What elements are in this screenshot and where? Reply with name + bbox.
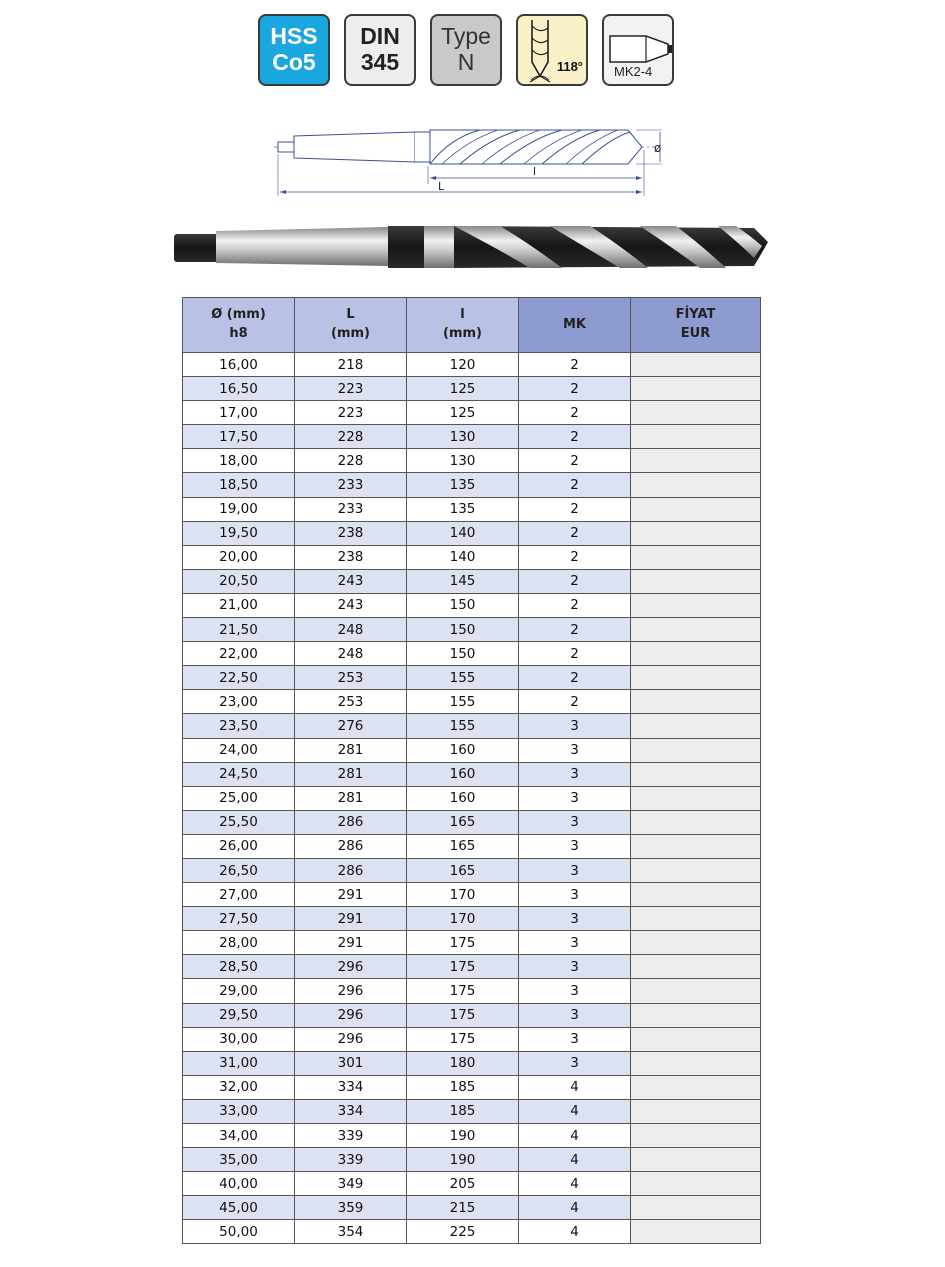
cell-morse-taper: 2 (519, 497, 631, 521)
table-row (183, 569, 761, 593)
table-row (183, 473, 761, 497)
table-row (183, 907, 761, 931)
cell-total-length: 359 (295, 1196, 407, 1220)
cell-diameter: 21,50 (183, 618, 295, 642)
cell-total-length: 334 (295, 1075, 407, 1099)
cell-flute-length: 175 (407, 931, 519, 955)
cell-morse-taper: 3 (519, 786, 631, 810)
cell-price (631, 425, 761, 449)
cell-flute-length: 130 (407, 425, 519, 449)
table-row (183, 497, 761, 521)
cell-diameter: 23,00 (183, 690, 295, 714)
header-morse-taper-label: MK (562, 316, 586, 332)
cell-total-length: 228 (295, 449, 407, 473)
header-price-line1: FİYAT (675, 307, 716, 323)
cell-flute-length: 170 (407, 907, 519, 931)
cell-total-length: 286 (295, 834, 407, 858)
flute-length-label: l (533, 165, 537, 178)
header-flute-length (407, 298, 519, 353)
cell-total-length: 296 (295, 979, 407, 1003)
cell-diameter: 34,00 (183, 1124, 295, 1148)
table-row (183, 1003, 761, 1027)
cell-price (631, 931, 761, 955)
cell-flute-length: 205 (407, 1172, 519, 1196)
cell-price (631, 1148, 761, 1172)
cell-diameter: 35,00 (183, 1148, 295, 1172)
table-row (183, 666, 761, 690)
header-morse-taper (519, 298, 631, 353)
cell-flute-length: 185 (407, 1099, 519, 1123)
table-row (183, 1220, 761, 1244)
cell-morse-taper: 3 (519, 858, 631, 882)
cell-morse-taper: 4 (519, 1196, 631, 1220)
cell-price (631, 449, 761, 473)
cell-price (631, 762, 761, 786)
cell-diameter: 18,00 (183, 449, 295, 473)
cell-flute-length: 155 (407, 714, 519, 738)
shank-badge (602, 14, 674, 86)
table-row (183, 1148, 761, 1172)
table-header-row (183, 298, 761, 353)
cell-total-length: 349 (295, 1172, 407, 1196)
cell-flute-length: 225 (407, 1220, 519, 1244)
cell-price (631, 786, 761, 810)
cell-total-length: 248 (295, 642, 407, 666)
table-row (183, 1196, 761, 1220)
header-diameter-line1: Ø (mm) (211, 307, 266, 323)
cell-total-length: 243 (295, 569, 407, 593)
cell-morse-taper: 3 (519, 834, 631, 858)
cell-flute-length: 120 (407, 353, 519, 377)
cell-diameter: 40,00 (183, 1172, 295, 1196)
cell-diameter: 50,00 (183, 1220, 295, 1244)
table-row (183, 1051, 761, 1075)
cell-total-length: 334 (295, 1099, 407, 1123)
cell-diameter: 25,50 (183, 810, 295, 834)
cell-flute-length: 185 (407, 1075, 519, 1099)
cell-total-length: 291 (295, 907, 407, 931)
cell-flute-length: 160 (407, 762, 519, 786)
cell-flute-length: 140 (407, 521, 519, 545)
cell-morse-taper: 4 (519, 1220, 631, 1244)
cell-morse-taper: 3 (519, 931, 631, 955)
cell-morse-taper: 3 (519, 1051, 631, 1075)
table-row (183, 738, 761, 762)
cell-morse-taper: 3 (519, 738, 631, 762)
table-row (183, 1172, 761, 1196)
header-total-length (295, 298, 407, 353)
diameter-label: ø (654, 141, 662, 155)
cell-price (631, 858, 761, 882)
cell-price (631, 593, 761, 617)
cell-price (631, 1220, 761, 1244)
cell-price (631, 666, 761, 690)
cell-price (631, 401, 761, 425)
cell-total-length: 228 (295, 425, 407, 449)
header-total-length-line1: L (346, 307, 355, 323)
cell-diameter: 28,50 (183, 955, 295, 979)
cell-flute-length: 170 (407, 883, 519, 907)
table-row (183, 762, 761, 786)
material-badge (258, 14, 330, 86)
cell-diameter: 27,00 (183, 883, 295, 907)
cell-morse-taper: 2 (519, 401, 631, 425)
cell-total-length: 281 (295, 786, 407, 810)
cell-flute-length: 150 (407, 593, 519, 617)
cell-total-length: 248 (295, 618, 407, 642)
cell-morse-taper: 3 (519, 955, 631, 979)
cell-price (631, 377, 761, 401)
header-flute-length-line2: (mm) (443, 326, 482, 341)
cell-flute-length: 130 (407, 449, 519, 473)
cell-diameter: 27,50 (183, 907, 295, 931)
cell-flute-length: 190 (407, 1148, 519, 1172)
material-line1: HSS (270, 23, 318, 50)
table-row (183, 377, 761, 401)
cell-price (631, 353, 761, 377)
total-length-label: L (438, 180, 445, 193)
cell-flute-length: 175 (407, 1027, 519, 1051)
cell-total-length: 291 (295, 883, 407, 907)
cell-flute-length: 165 (407, 858, 519, 882)
cell-diameter: 20,50 (183, 569, 295, 593)
cell-morse-taper: 2 (519, 618, 631, 642)
cell-morse-taper: 2 (519, 377, 631, 401)
cell-total-length: 281 (295, 762, 407, 786)
table-row (183, 425, 761, 449)
table-row (183, 858, 761, 882)
cell-diameter: 20,00 (183, 545, 295, 569)
cell-total-length: 291 (295, 931, 407, 955)
table-row (183, 955, 761, 979)
cell-diameter: 24,50 (183, 762, 295, 786)
cell-total-length: 301 (295, 1051, 407, 1075)
type-badge (430, 14, 502, 86)
table-row (183, 401, 761, 425)
cell-morse-taper: 3 (519, 714, 631, 738)
cell-diameter: 18,50 (183, 473, 295, 497)
cell-diameter: 31,00 (183, 1051, 295, 1075)
cell-flute-length: 140 (407, 545, 519, 569)
cell-diameter: 29,00 (183, 979, 295, 1003)
cell-price (631, 1196, 761, 1220)
table-row (183, 1075, 761, 1099)
cell-morse-taper: 3 (519, 1003, 631, 1027)
cell-morse-taper: 2 (519, 666, 631, 690)
cell-price (631, 883, 761, 907)
cell-total-length: 233 (295, 473, 407, 497)
table-row (183, 353, 761, 377)
cell-morse-taper: 3 (519, 1027, 631, 1051)
cell-price (631, 738, 761, 762)
table-row (183, 545, 761, 569)
cell-diameter: 19,50 (183, 521, 295, 545)
cell-flute-length: 180 (407, 1051, 519, 1075)
cell-total-length: 243 (295, 593, 407, 617)
cell-total-length: 286 (295, 858, 407, 882)
cell-diameter: 22,00 (183, 642, 295, 666)
cell-total-length: 233 (295, 497, 407, 521)
cell-flute-length: 175 (407, 1003, 519, 1027)
cell-flute-length: 190 (407, 1124, 519, 1148)
cell-morse-taper: 3 (519, 810, 631, 834)
standard-badge (344, 14, 416, 86)
cell-price (631, 1124, 761, 1148)
table-row (183, 883, 761, 907)
cell-morse-taper: 4 (519, 1075, 631, 1099)
cell-flute-length: 165 (407, 834, 519, 858)
cell-diameter: 33,00 (183, 1099, 295, 1123)
table-row (183, 1027, 761, 1051)
cell-price (631, 690, 761, 714)
cell-diameter: 22,50 (183, 666, 295, 690)
cell-morse-taper: 3 (519, 907, 631, 931)
header-price-line2: EUR (680, 326, 711, 341)
cell-diameter: 29,50 (183, 1003, 295, 1027)
cell-flute-length: 165 (407, 810, 519, 834)
cell-morse-taper: 3 (519, 883, 631, 907)
table-body (183, 353, 761, 1244)
cell-diameter: 32,00 (183, 1075, 295, 1099)
cell-flute-length: 135 (407, 473, 519, 497)
cell-morse-taper: 2 (519, 569, 631, 593)
cell-total-length: 286 (295, 810, 407, 834)
cell-morse-taper: 4 (519, 1124, 631, 1148)
cell-total-length: 238 (295, 521, 407, 545)
header-diameter (183, 298, 295, 353)
cell-morse-taper: 2 (519, 425, 631, 449)
shank-label: MK2-4 (614, 64, 653, 80)
table-row (183, 1124, 761, 1148)
cell-diameter: 45,00 (183, 1196, 295, 1220)
type-line1: Type (441, 23, 491, 50)
table-row (183, 810, 761, 834)
cell-price (631, 907, 761, 931)
cell-morse-taper: 3 (519, 762, 631, 786)
cell-total-length: 296 (295, 1003, 407, 1027)
point-angle-label: 118° (556, 59, 583, 75)
cell-total-length: 296 (295, 955, 407, 979)
cell-morse-taper: 2 (519, 642, 631, 666)
cell-price (631, 497, 761, 521)
cell-diameter: 30,00 (183, 1027, 295, 1051)
cell-price (631, 955, 761, 979)
header-total-length-line2: (mm) (331, 326, 370, 341)
header-price (631, 298, 761, 353)
cell-total-length: 253 (295, 666, 407, 690)
cell-diameter: 23,50 (183, 714, 295, 738)
table-row (183, 979, 761, 1003)
dimensions-table (182, 297, 761, 1244)
cell-price (631, 714, 761, 738)
standard-line1: DIN (360, 23, 400, 50)
cell-price (631, 618, 761, 642)
cell-morse-taper: 2 (519, 690, 631, 714)
table-row (183, 786, 761, 810)
cell-diameter: 17,00 (183, 401, 295, 425)
cell-total-length: 223 (295, 401, 407, 425)
table-row (183, 593, 761, 617)
cell-total-length: 238 (295, 545, 407, 569)
cell-total-length: 253 (295, 690, 407, 714)
cell-diameter: 16,00 (183, 353, 295, 377)
table-row (183, 1099, 761, 1123)
cell-flute-length: 175 (407, 979, 519, 1003)
cell-morse-taper: 4 (519, 1172, 631, 1196)
header-flute-length-line1: l (460, 307, 465, 323)
cell-price (631, 834, 761, 858)
table-row (183, 834, 761, 858)
cell-price (631, 473, 761, 497)
technical-drawing (270, 120, 670, 200)
cell-diameter: 24,00 (183, 738, 295, 762)
cell-flute-length: 145 (407, 569, 519, 593)
table-row (183, 642, 761, 666)
table-row (183, 931, 761, 955)
table-row (183, 618, 761, 642)
cell-morse-taper: 2 (519, 545, 631, 569)
cell-flute-length: 215 (407, 1196, 519, 1220)
cell-total-length: 276 (295, 714, 407, 738)
cell-price (631, 1027, 761, 1051)
cell-flute-length: 150 (407, 618, 519, 642)
cell-morse-taper: 2 (519, 449, 631, 473)
cell-total-length: 218 (295, 353, 407, 377)
cell-price (631, 1172, 761, 1196)
cell-price (631, 1099, 761, 1123)
cell-price (631, 545, 761, 569)
cell-flute-length: 150 (407, 642, 519, 666)
cell-morse-taper: 3 (519, 979, 631, 1003)
cell-total-length: 223 (295, 377, 407, 401)
header-diameter-line2: h8 (229, 326, 248, 341)
cell-diameter: 26,50 (183, 858, 295, 882)
cell-price (631, 642, 761, 666)
cell-diameter: 26,00 (183, 834, 295, 858)
cell-diameter: 16,50 (183, 377, 295, 401)
cell-total-length: 354 (295, 1220, 407, 1244)
cell-flute-length: 155 (407, 666, 519, 690)
type-line2: N (457, 49, 475, 75)
cell-diameter: 28,00 (183, 931, 295, 955)
cell-total-length: 296 (295, 1027, 407, 1051)
cell-price (631, 1051, 761, 1075)
cell-flute-length: 160 (407, 738, 519, 762)
cell-morse-taper: 2 (519, 521, 631, 545)
cell-morse-taper: 4 (519, 1148, 631, 1172)
cell-morse-taper: 2 (519, 353, 631, 377)
cell-price (631, 521, 761, 545)
table-row (183, 690, 761, 714)
cell-total-length: 339 (295, 1148, 407, 1172)
spec-badges (258, 14, 674, 86)
point-angle-badge (516, 14, 588, 86)
cell-price (631, 979, 761, 1003)
cell-price (631, 1075, 761, 1099)
cell-price (631, 569, 761, 593)
cell-morse-taper: 2 (519, 593, 631, 617)
cell-flute-length: 160 (407, 786, 519, 810)
material-line2: Co5 (272, 49, 316, 75)
cell-flute-length: 155 (407, 690, 519, 714)
cell-diameter: 25,00 (183, 786, 295, 810)
cell-flute-length: 175 (407, 955, 519, 979)
cell-diameter: 21,00 (183, 593, 295, 617)
cell-flute-length: 125 (407, 401, 519, 425)
standard-line2: 345 (360, 49, 400, 75)
cell-price (631, 810, 761, 834)
cell-diameter: 19,00 (183, 497, 295, 521)
table-row (183, 449, 761, 473)
cell-total-length: 281 (295, 738, 407, 762)
cell-flute-length: 135 (407, 497, 519, 521)
cell-diameter: 17,50 (183, 425, 295, 449)
cell-morse-taper: 2 (519, 473, 631, 497)
cell-total-length: 339 (295, 1124, 407, 1148)
table-row (183, 714, 761, 738)
cell-price (631, 1003, 761, 1027)
cell-morse-taper: 4 (519, 1099, 631, 1123)
drill-photo (170, 222, 770, 272)
table-row (183, 521, 761, 545)
cell-flute-length: 125 (407, 377, 519, 401)
